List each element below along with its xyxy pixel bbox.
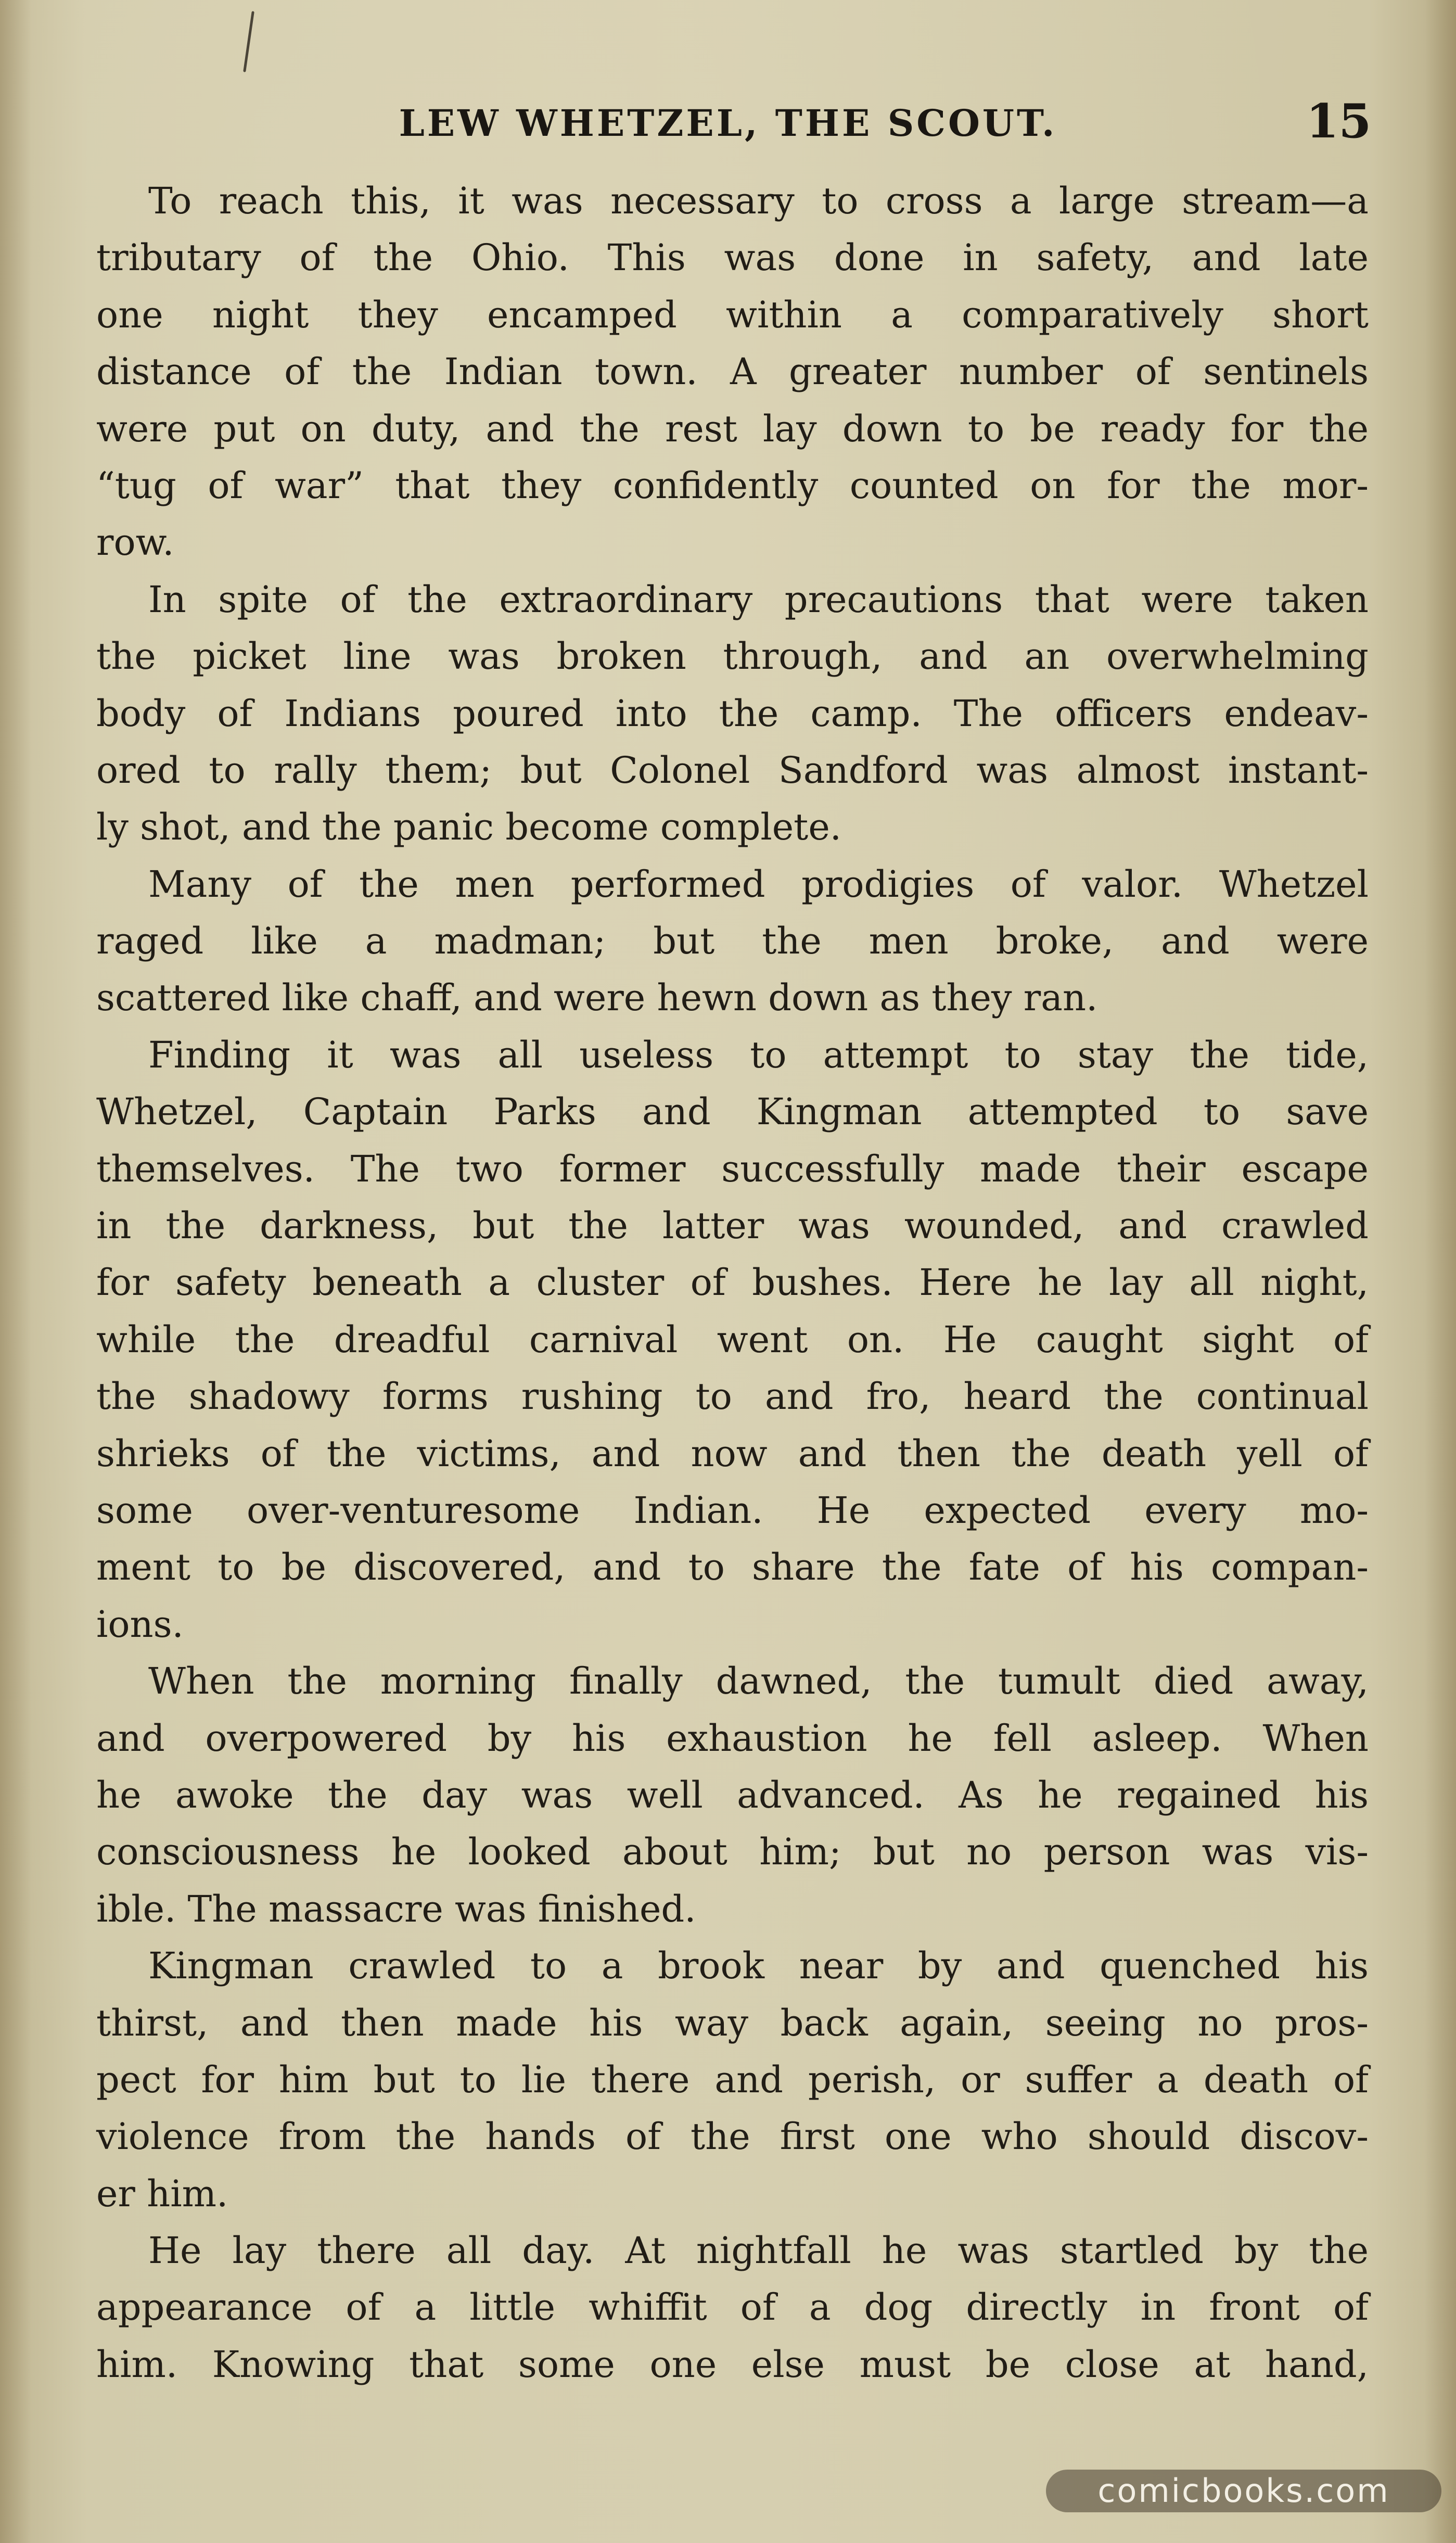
text-line: ment to be discovered, and to share the fate of his compan-	[96, 1546, 1369, 1589]
text-line: some over-venturesome Indian. He expected every mo-	[96, 1489, 1369, 1532]
text-line: and overpowered by his exhaustion he fell asleep. When	[96, 1716, 1369, 1760]
text-line: ored to rally them; but Colonel Sandford was almost instant-	[96, 748, 1369, 792]
text-line: one night they encamped within a comparatively short	[96, 293, 1369, 336]
text-line: ible. The massacre was finished.	[96, 1887, 696, 1930]
text-line: er him.	[96, 2172, 228, 2215]
text-line: tributary of the Ohio. This was done in safety, and late	[96, 236, 1369, 279]
text-line: Kingman crawled to a brook near by and quenched his	[148, 1944, 1369, 1988]
text-line: in the darkness, but the latter was wounded, and crawled	[96, 1204, 1369, 1248]
text-line: “tug of war” that they confidently counted on for the mor-	[96, 464, 1369, 507]
pencil-mark	[240, 10, 256, 73]
text-line: while the dreadful carnival went on. He caught sight of	[96, 1318, 1369, 1361]
text-line: Whetzel, Captain Parks and Kingman attempted to save	[96, 1090, 1369, 1134]
text-line: body of Indians poured into the camp. The officers endeav-	[96, 692, 1369, 735]
text-line: row.	[96, 521, 174, 564]
text-line: themselves. The two former successfully made their escape	[96, 1147, 1369, 1190]
text-line: appearance of a little whiffit of a dog directly in front of	[96, 2286, 1369, 2329]
page-edge-shadow-right	[1425, 0, 1456, 2543]
text-line: raged like a madman; but the men broke, and were	[96, 920, 1369, 963]
page-number: 15	[1306, 94, 1372, 149]
text-line: for safety beneath a cluster of bushes. Here he lay all night,	[96, 1261, 1369, 1304]
text-line: ions.	[96, 1603, 184, 1646]
body-text	[96, 173, 1369, 2393]
text-line: scattered like chaff, and were hewn down as they ran.	[96, 976, 1098, 1020]
text-line: violence from the hands of the first one who should discov-	[96, 2115, 1369, 2158]
text-line: shrieks of the victims, and now and then the death yell of	[96, 1432, 1369, 1475]
text-line: Finding it was all useless to attempt to stay the tide,	[148, 1033, 1369, 1076]
text-line: the picket line was broken through, and an overwhelming	[96, 635, 1369, 678]
text-line: ly shot, and the panic become complete.	[96, 806, 841, 849]
text-line: were put on duty, and the rest lay down to be ready for the	[96, 407, 1369, 450]
text-line: He lay there all day. At nightfall he was startled by the	[148, 2229, 1369, 2272]
text-line: thirst, and then made his way back again, seeing no pros-	[96, 2001, 1369, 2044]
text-line: Many of the men performed prodigies of valor. Whetzel	[148, 862, 1369, 906]
text-line: him. Knowing that some one else must be close at hand,	[96, 2343, 1369, 2386]
text-line: pect for him but to lie there and perish, or suffer a death of	[96, 2058, 1369, 2101]
text-line: he awoke the day was well advanced. As he regained his	[96, 1773, 1369, 1816]
running-head: LEW WHETZEL, THE SCOUT.	[399, 101, 1057, 145]
text-line: To reach this, it was necessary to cross a large stream—a	[148, 180, 1369, 222]
text-line: the shadowy forms rushing to and fro, heard the continual	[96, 1375, 1369, 1418]
watermark-badge: comicbooks.com	[1046, 2470, 1441, 2512]
text-line: distance of the Indian town. A greater number of sentinels	[96, 350, 1369, 393]
text-line: In spite of the extraordinary precautions that were taken	[148, 578, 1369, 621]
text-line: When the morning finally dawned, the tumult died away,	[148, 1660, 1369, 1703]
page-edge-shadow-left	[0, 0, 31, 2543]
text-line: consciousness he looked about him; but no person was vis-	[96, 1830, 1369, 1874]
